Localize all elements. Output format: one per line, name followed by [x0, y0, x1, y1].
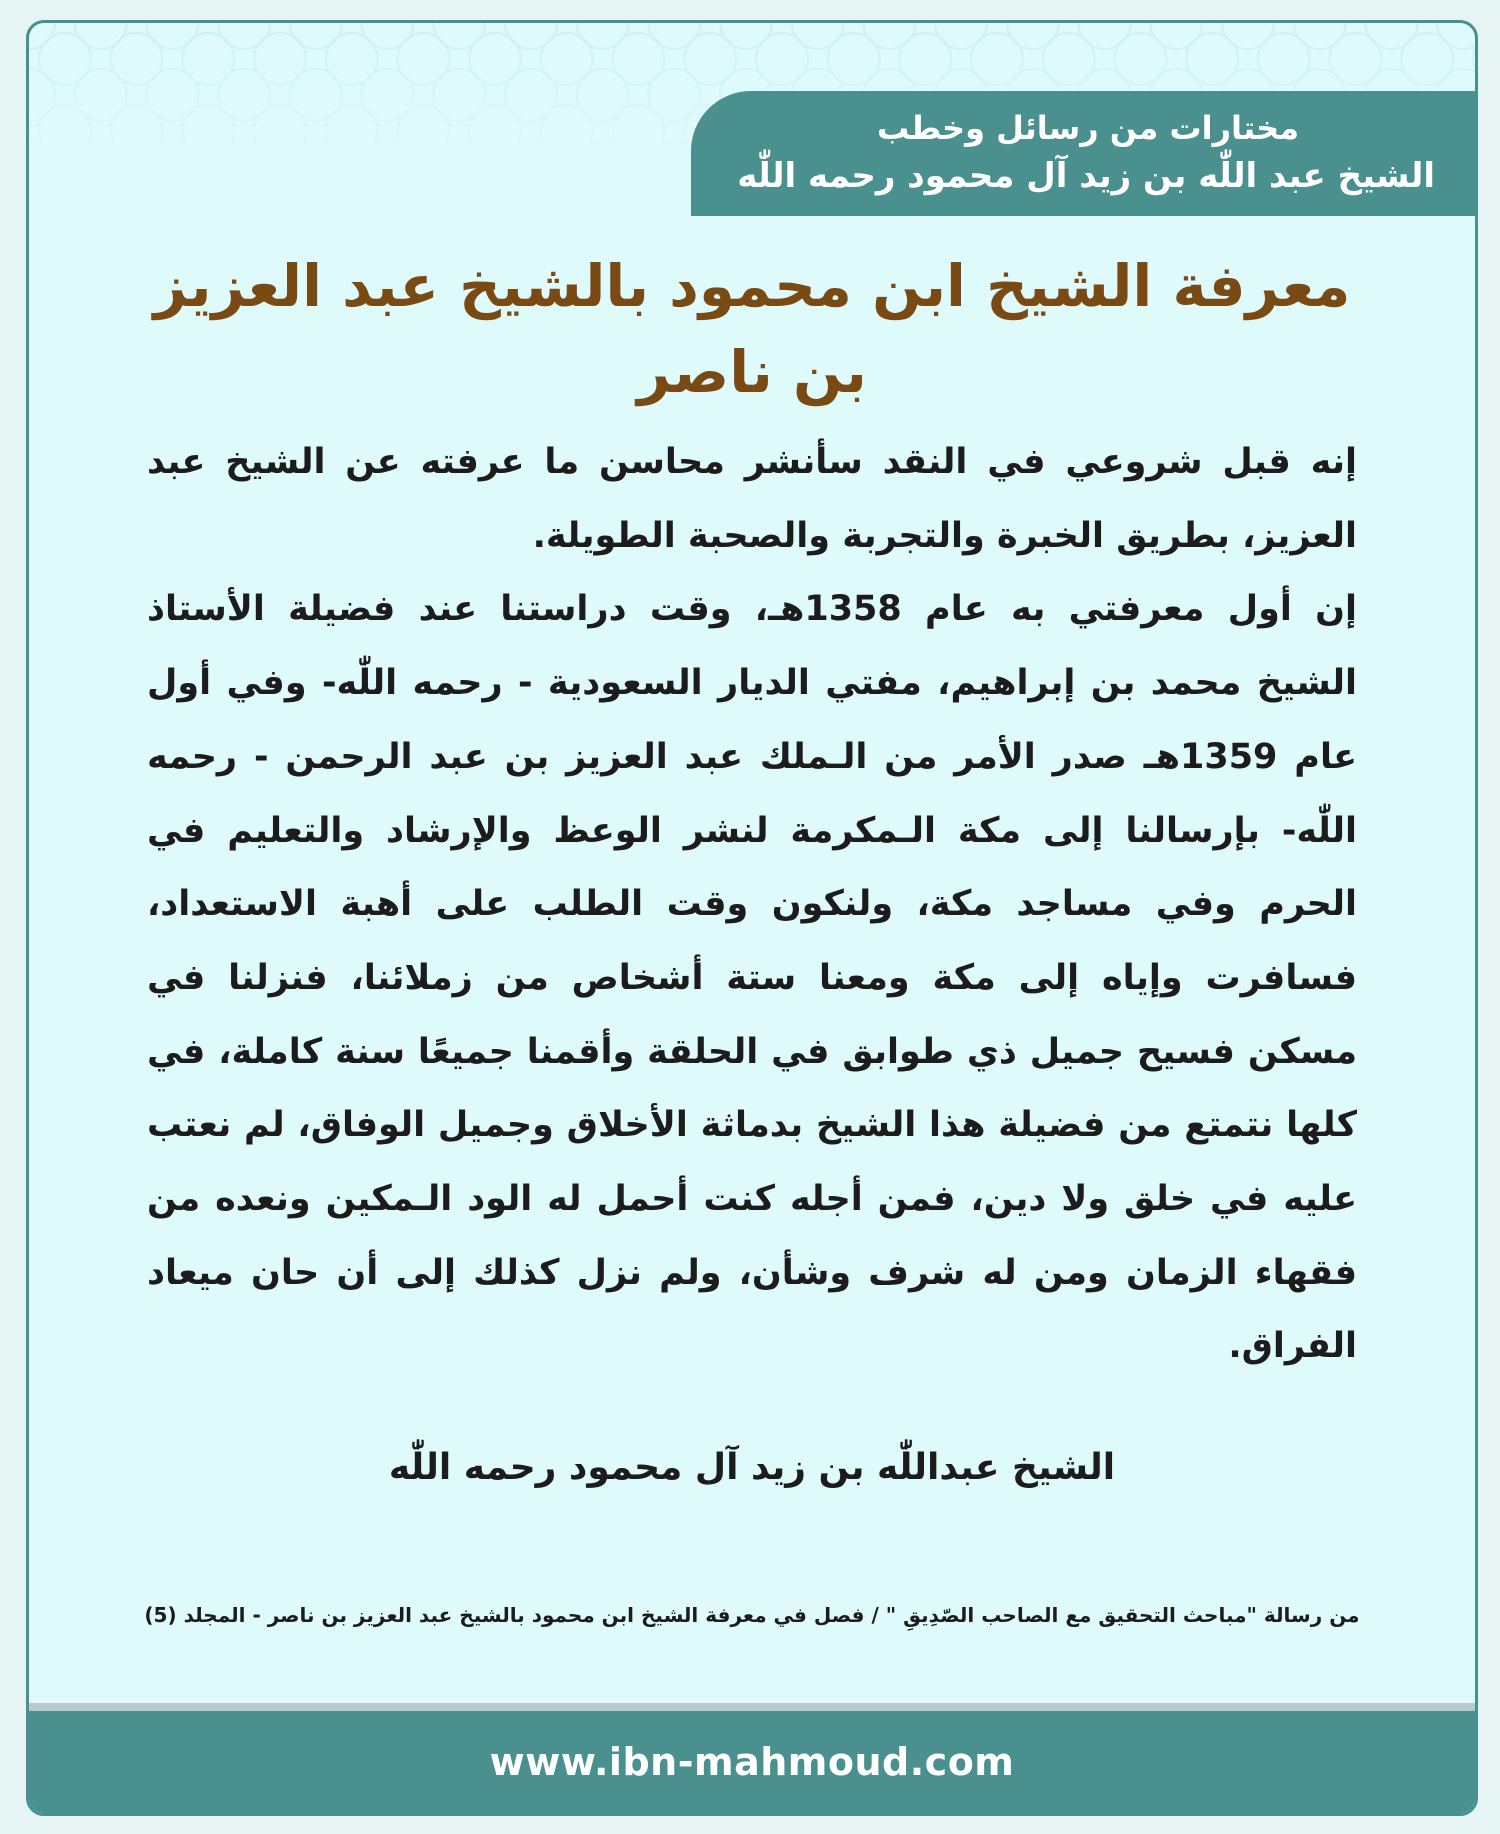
- header-banner: [691, 91, 1475, 216]
- article-title: معرفة الشيخ ابن محمود بالشيخ عبد العزيز بن ناصر: [153, 252, 1351, 406]
- article-body: [147, 426, 1357, 1384]
- footer-divider: [29, 1703, 1475, 1711]
- paragraph-main: إن أول معرفتي به عام 1358هـ، وقت دراستنا عند فضيلة الأستاذ الشيخ محمد بن إبراهيم، مفتي الديار السعودية - رحمه اللّٰه- وفي أول عام 1359هـ صدر الأمر من الـملك عبد العزيز بن عبد الرحمن - رحمه اللّٰه- بإرسالنا إلى مكة الـمكرمة لنشر الوعظ والإرشاد والتعليم في الحرم وفي مساجد مكة، ولنكون وقت الطلب على أهبة الاستعداد، فسافرت وإياه إلى مكة ومعنا ستة أشخاص من زملائنا، فنزلنا في مسكن فسيح جميل ذي طوابق في الحلقة وأقمنا جميعًا سنة كاملة، في كلها نتمتع من فضيلة هذا الشيخ بدماثة الأخلاق وجميل الوفاق، لم نعتب عليه في خلق ولا دين، فمن أجله كنت أحمل له الود الـمكين ونعده من فقهاء الزمان ومن له شرف وشأن، ولم نزل كذلك إلى أن حان ميعاد الفراق.: [147, 589, 1357, 1367]
- source-citation: من رسالة "مباحث التحقيق مع الصاحب الصّدِيقِ " / فصل في معرفة الشيخ ابن محمود بالشيخ عبد العزيز بن ناصر - المجلد (5): [144, 1603, 1360, 1627]
- paragraph-intro: إنه قبل شروعي في النقد سأنشر محاسن ما عرفته عن الشيخ عبد العزيز، بطريق الخبرة والتجربة والصحبة الطويلة.: [147, 442, 1357, 556]
- website-link[interactable]: www.ibn-mahmoud.com: [489, 1740, 1015, 1784]
- series-title: مختارات من رسائل وخطب: [876, 109, 1299, 147]
- signature: الشيخ عبداللّٰه بن زيد آل محمود رحمه اللّٰه: [388, 1447, 1116, 1488]
- author-title: الشيخ عبد اللّٰه بن زيد آل محمود رحمه اللّٰه: [737, 156, 1435, 196]
- footer-bar: [29, 1711, 1475, 1813]
- page-frame: [26, 20, 1478, 1816]
